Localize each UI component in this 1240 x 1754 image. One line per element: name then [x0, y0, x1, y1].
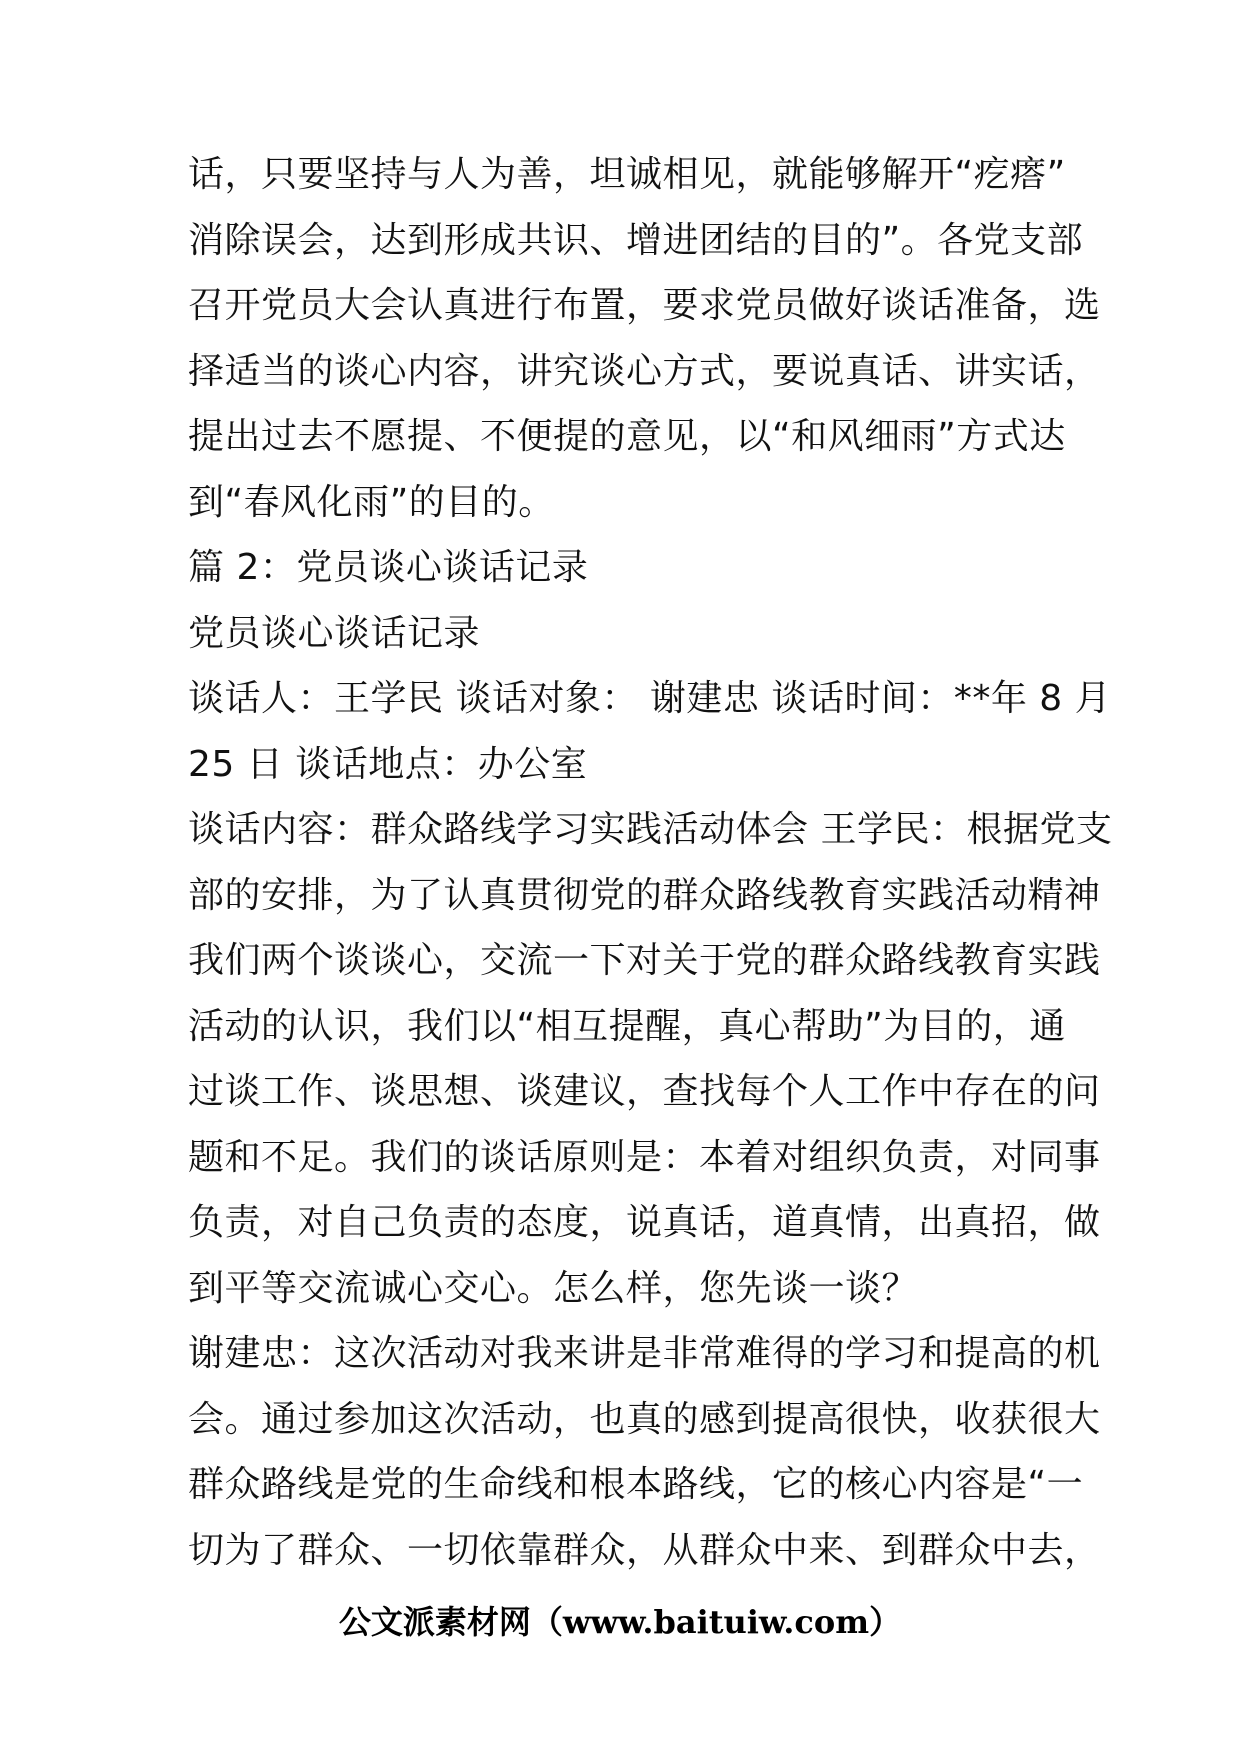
text-line: 过谈工作、谈思想、谈建议，查找每个人工作中存在的问	[188, 1071, 1101, 1112]
section-heading: 篇 2：党员谈心谈话记录	[188, 547, 589, 588]
footer-watermark: 公文派素材网（www.baituiw.com）	[338, 1603, 902, 1641]
text-line: 提出过去不愿提、不便提的意见，以“和风细雨”方式达	[188, 416, 1066, 457]
text-line: 召开党员大会认真进行布置，要求党员做好谈话准备，选	[188, 285, 1101, 326]
meta-line: 谈话人：王学民 谈话对象： 谢建忠 谈话时间：**年 8 月	[188, 678, 1112, 719]
text-line: 消除误会，达到形成共识、增进团结的目的”。各党支部	[188, 219, 1084, 261]
document-title: 党员谈心谈话记录	[188, 612, 481, 654]
text-line: 部的安排，为了认真贯彻党的群众路线教育实践活动精神	[188, 874, 1101, 916]
text-line: 负责，对自己负责的态度，说真话，道真情，出真招，做	[188, 1202, 1101, 1243]
text-line: 谢建忠：这次活动对我来讲是非常难得的学习和提高的机	[188, 1333, 1101, 1374]
text-line: 切为了群众、一切依靠群众，从群众中来、到群众中去，	[188, 1529, 1101, 1571]
text-line: 活动的认识，我们以“相互提醒，真心帮助”为目的，通	[188, 1005, 1066, 1047]
meta-line: 25 日 谈话地点：办公室	[188, 743, 588, 785]
text-line: 题和不足。我们的谈话原则是：本着对组织负责，对同事	[188, 1136, 1101, 1178]
text-line: 会。通过参加这次活动，也真的感到提高很快，收获很大	[188, 1398, 1101, 1440]
text-line: 择适当的谈心内容，讲究谈心方式，要说真话、讲实话，	[188, 350, 1101, 392]
document-body	[188, 142, 1113, 1583]
text-line: 谈话内容：群众路线学习实践活动体会 王学民：根据党支	[188, 809, 1113, 850]
text-line: 话，只要坚持与人为善，坦诚相见，就能够解开“疙瘩”	[188, 154, 1066, 195]
text-line: 到“春风化雨”的目的。	[188, 481, 555, 523]
text-line: 我们两个谈谈心，交流一下对关于党的群众路线教育实践	[188, 940, 1101, 981]
text-line: 到平等交流诚心交心。怎么样，您先谈一谈？	[188, 1267, 919, 1309]
text-line: 群众路线是党的生命线和根本路线，它的核心内容是“一	[188, 1464, 1084, 1505]
